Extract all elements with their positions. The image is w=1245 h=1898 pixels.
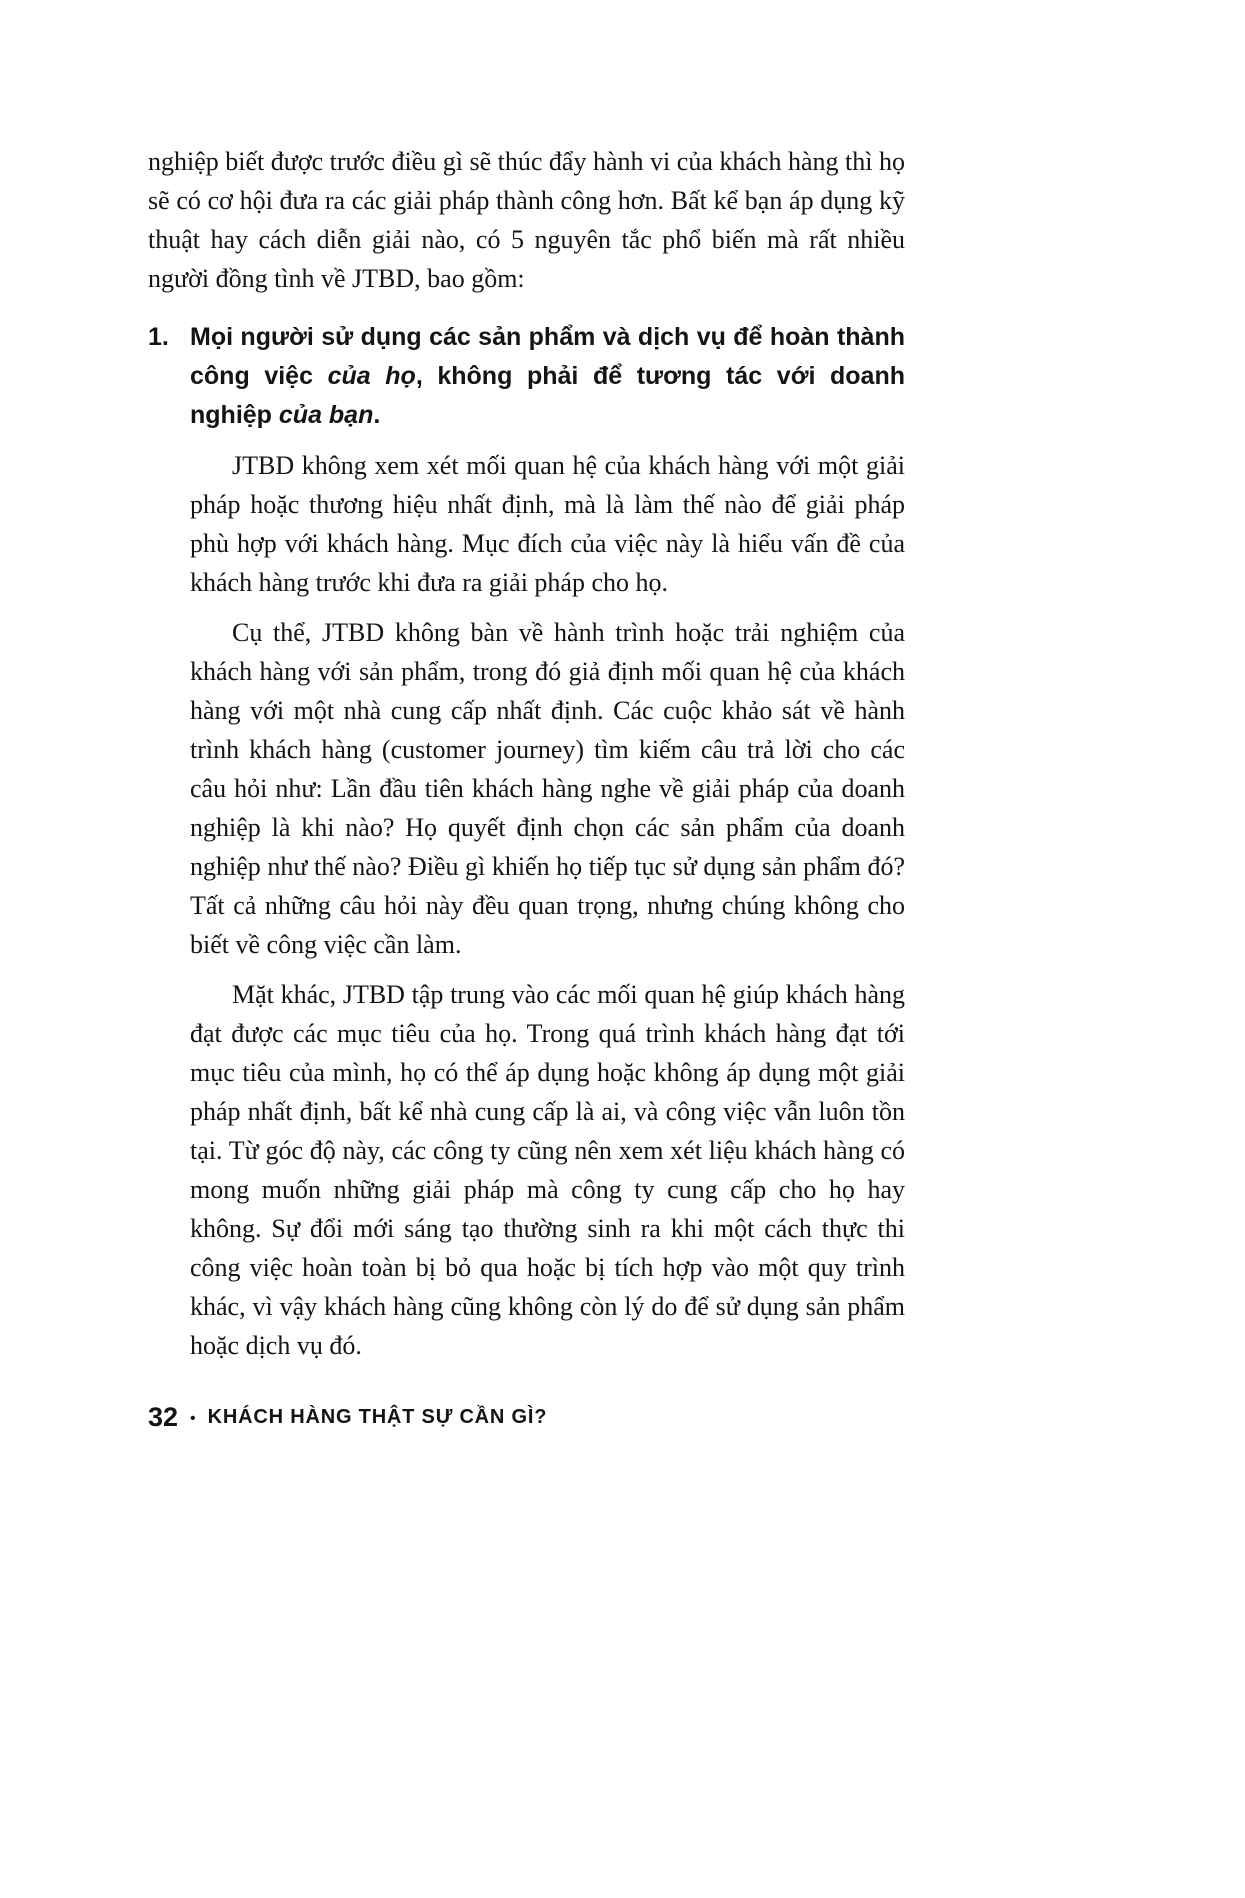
footer-separator: •	[190, 1409, 196, 1427]
page-footer	[148, 1402, 547, 1433]
body-paragraph: Mặt khác, JTBD tập trung vào các mối quan hệ giúp khách hàng đạt được các mục tiêu của họ. Trong quá trình khách hàng đạt tới mục tiêu của mình, họ có thể áp dụng hoặc không áp dụng một giải pháp nhất định, bất kể nhà cung cấp là ai, và công việc vẫn luôn tồn tại. Từ góc độ này, các công ty cũng nên xem xét liệu khách hàng có mong muốn những giải pháp mà công ty cung cấp cho họ hay không. Sự đổi mới sáng tạo thường sinh ra khi một cách thực thi công việc hoàn toàn bị bỏ qua hoặc bị tích hợp vào một quy trình khác, vì vậy khách hàng cũng không còn lý do để sử dụng sản phẩm hoặc dịch vụ đó.	[190, 980, 905, 1360]
heading-emphasis: của bạn	[278, 401, 374, 429]
heading-segment: Mọi người sử dụng các sản phẩm và dịch vụ để hoàn thành công việc	[190, 323, 905, 390]
intro-paragraph: nghiệp biết được trước điều gì sẽ thúc đẩy hành vi của khách hàng thì họ sẽ có cơ hội đưa ra các giải pháp thành công hơn. Bất kể bạn áp dụng kỹ thuật hay cách diễn giải nào, có 5 nguyên tắc phổ biến mà rất nhiều người đồng tình về JTBD, bao gồm:	[148, 147, 905, 293]
page-number: 32	[148, 1402, 179, 1432]
heading-segment: .	[373, 401, 381, 429]
footer-book-title: KHÁCH HÀNG THẬT SỰ CẦN GÌ?	[207, 1406, 548, 1428]
principle-1-heading	[190, 318, 905, 435]
principle-1	[148, 318, 905, 435]
body-paragraph: Cụ thể, JTBD không bàn về hành trình hoặc trải nghiệm của khách hàng với sản phẩm, trong đó giả định mối quan hệ của khách hàng với một nhà cung cấp nhất định. Các cuộc khảo sát về hành trình khách hàng (customer journey) tìm kiếm câu trả lời cho các câu hỏi như: Lần đầu tiên khách hàng nghe về giải pháp của doanh nghiệp là khi nào? Họ quyết định chọn các sản phẩm của doanh nghiệp như thế nào? Điều gì khiến họ tiếp tục sử dụng sản phẩm đó? Tất cả những câu hỏi này đều quan trọng, nhưng chúng không cho biết về công việc cần làm.	[190, 618, 905, 959]
body-paragraph: JTBD không xem xét mối quan hệ của khách hàng với một giải pháp hoặc thương hiệu nhất định, mà là làm thế nào để giải pháp phù hợp với khách hàng. Mục đích của việc này là hiểu vấn đề của khách hàng trước khi đưa ra giải pháp cho họ.	[190, 451, 905, 597]
heading-segment: , không phải để tương tác với doanh nghiệp	[190, 362, 906, 429]
principle-1-number: 1.	[148, 323, 169, 351]
principle-1-body	[190, 446, 905, 1365]
heading-emphasis: của họ	[327, 362, 416, 390]
